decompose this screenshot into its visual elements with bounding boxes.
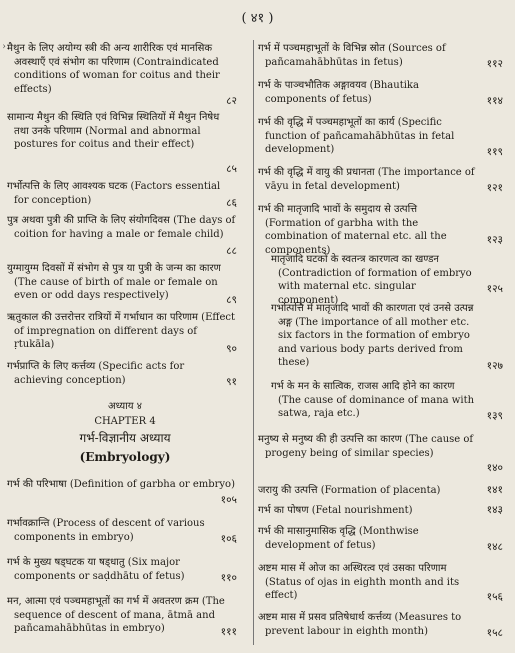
toc-entry: अष्टम मास में प्रसव प्रतिषेधार्थ कर्त्तव्य (Measures to prevent labour in eighth month) <box>258 612 462 637</box>
toc-page-number: ८५ <box>226 163 237 175</box>
toc-page-number: १२५ <box>486 283 503 295</box>
toc-subentry: मातृजादि घटकों के स्वतन्त्र कारणत्व का खण्डन (Contradiction of formation of embryo with maternal etc. singular component) <box>271 254 472 306</box>
toc-page-number: १०६ <box>220 533 237 545</box>
toc-entry: सामान्य मैथुन की स्थिति एवं विभिन्न स्थितियों में मैथुन निषेध तथा उनके परिणाम (Normal and abnormal postures for coitus and their effect) <box>7 112 220 151</box>
toc-page-number: ११० <box>220 572 237 584</box>
toc-entry: पुत्र अथवा पुत्री की प्राप्ति के लिए संयोगदिवस (The days of coition for having a male or female child) <box>7 215 236 240</box>
chapter-title-english: (Embryology) <box>79 450 171 464</box>
toc-page-number: १४८ <box>486 541 503 553</box>
toc-entry: गर्भ की मासानुमासिक वृद्धि (Monthwise development of fetus) <box>258 526 419 551</box>
toc-page-number: १२७ <box>486 360 503 372</box>
chapter-label: CHAPTER 4 <box>94 416 156 427</box>
toc-page-number: १५६ <box>486 591 503 603</box>
toc-entry: गर्भ के पाञ्चभौतिक अङ्गावयव (Bhautika components of fetus) <box>258 80 419 105</box>
toc-entry: गर्भ में पञ्चमहाभूतों के विभिन्न स्रोत (Sources of pañcamahābhūtas in fetus) <box>258 43 446 68</box>
toc-subentry: गर्भ के मन के सात्विक, राजस आदि होने का कारण (The cause of dominance of mana with satwa, raja etc.) <box>271 381 475 420</box>
toc-entry: गर्भावक्रान्ति (Process of descent of various components in embryo) <box>7 518 205 543</box>
toc-entry: गर्भप्राप्ति के लिए कर्त्तव्य (Specific acts for achieving conception) <box>7 361 185 386</box>
toc-entry: मैथुन के लिए अयोग्य स्त्री की अन्य शारीरिक एवं मानसिक अवस्थाएँ एवं संभोग का परिणाम (Contraindicated conditions of woman for coitus and their effects) <box>7 43 220 95</box>
toc-entry: गर्भ की मातृजादि भावों के समुदाय से उत्पत्ति (Formation of garbha with the combination of maternal etc. all the components) <box>258 204 447 256</box>
column-divider <box>253 40 254 645</box>
chapter-title-hindi: गर्भ-विज्ञानीय अध्याय <box>79 431 171 445</box>
toc-page-number: ११९ <box>486 146 503 158</box>
toc-page-number: १२१ <box>486 182 503 194</box>
toc-entry: मनुष्य से मनुष्य की ही उत्पत्ति का कारण (The cause of progeny being of similar species) <box>258 434 474 459</box>
toc-page-number: ८८ <box>226 245 237 257</box>
toc-page-number: ८९ <box>226 294 237 306</box>
toc-entry: गर्भ की वृद्धि में पञ्चमहाभूतों का कार्य (Specific function of pañcamahābhūtas in fetal development) <box>258 117 455 156</box>
toc-subentry: गर्भोत्पत्ति में मातृजादि भावों की कारणता एवं उनसे उत्पन्न अङ्ग (The importance of all mother etc. six factors in the formation of embryo and various body parts derived from these) <box>271 303 474 369</box>
toc-entry: गर्भ की वृद्धि में वायु की प्रधानता (The importance of vāyu in fetal development) <box>258 167 475 192</box>
toc-page-number: १०५ <box>220 494 237 506</box>
toc-entry: अष्टम मास में ओज का अस्थिरत्व एवं उसका परिणाम (Status of ojas in eighth month and its effect) <box>258 563 460 602</box>
toc-entry: गर्भ की परिभाषा (Definition of garbha or embryo) <box>7 479 235 490</box>
toc-entry: गर्भ का पोषण (Fetal nourishment) <box>258 505 413 516</box>
toc-page-number: १४० <box>486 462 503 474</box>
toc-page-number: १११ <box>220 626 237 638</box>
toc-page-number: १२३ <box>486 234 503 246</box>
toc-page-number: ९० <box>226 343 237 355</box>
toc-entry: गर्भोत्पत्ति के लिए आवश्यक घटक (Factors essential for conception) <box>7 181 221 206</box>
toc-page-number: १४१ <box>486 484 503 496</box>
toc-entry: ऋतुकाल की उत्तरोत्तर रात्रियों में गर्भाधान का परिणाम (Effect of impregnation on different days of ṛtukāla) <box>7 312 236 351</box>
toc-entry: जरायु की उत्पत्ति (Formation of placenta) <box>258 485 441 496</box>
toc-page-number: १३९ <box>486 410 503 422</box>
page-number: ( ४१ ) <box>241 11 274 26</box>
toc-entry: गर्भ के मुख्य षड्घटक या षड्धातु (Six major components or saḍdhātu of fetus) <box>7 557 185 582</box>
toc-page-number: ८२ <box>226 95 237 107</box>
toc-page-number: ९१ <box>226 376 237 388</box>
bullet-icon: › <box>2 42 6 52</box>
toc-page-number: ११२ <box>486 58 503 70</box>
toc-page-number: १४३ <box>486 504 503 516</box>
toc-page-number: ८६ <box>226 197 237 209</box>
chapter-adhyaya: अध्याय ४ <box>108 401 142 412</box>
toc-page-number: १५८ <box>486 627 503 639</box>
toc-entry: युग्मायुग्म दिवसों में संभोग से पुत्र या पुत्री के जन्म का कारण (The cause of birth of male or female on even or odd days respectively) <box>7 263 221 302</box>
toc-page-number: ११४ <box>486 95 503 107</box>
toc-entry: मन, आत्मा एवं पञ्चमहाभूतों का गर्भ में अवतरण क्रम (The sequence of descent of mana, ātmā and pañcamahābhūtas in embryo) <box>7 596 225 635</box>
